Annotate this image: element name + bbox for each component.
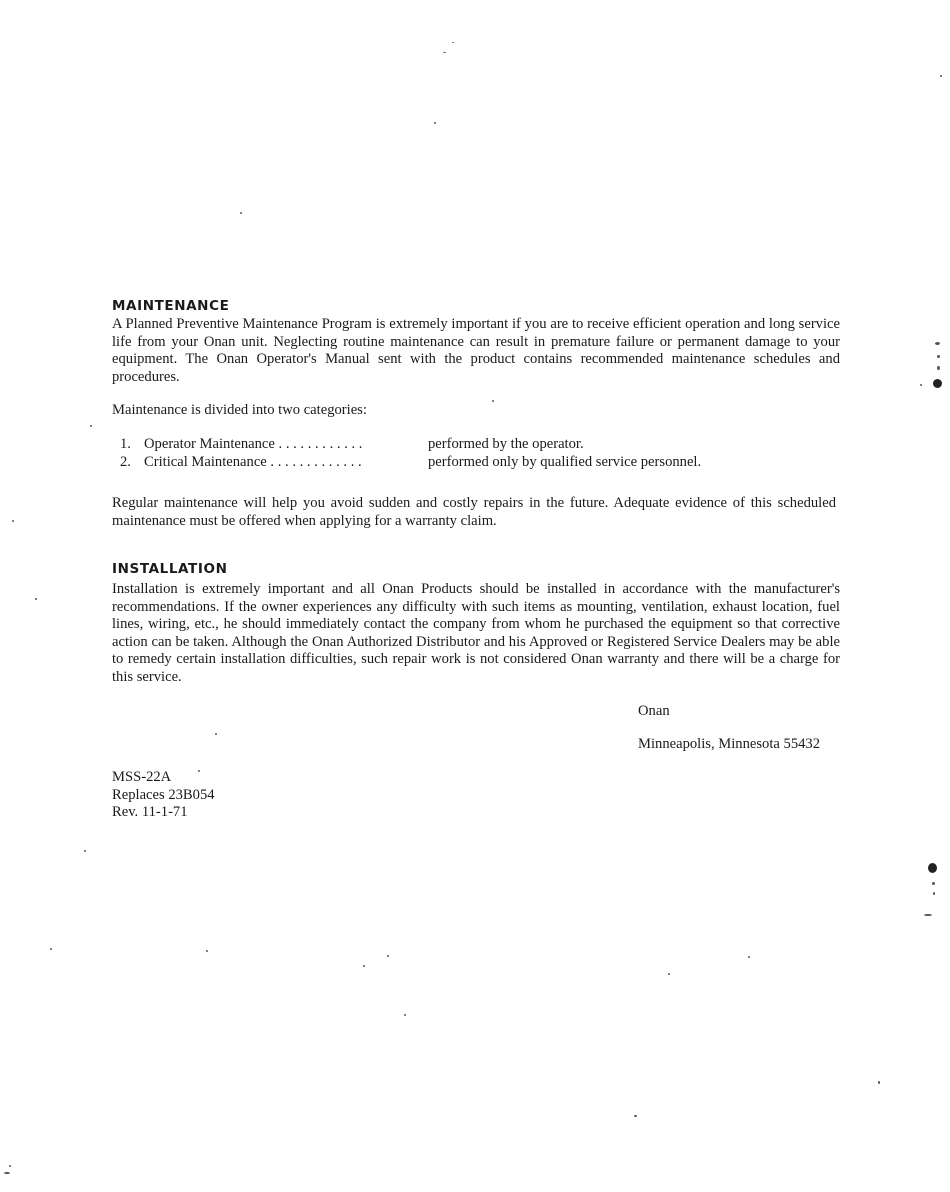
dot-leader: . . . . . . . . . . . . . [266, 453, 362, 470]
scan-speck [748, 956, 750, 958]
scan-speck [443, 52, 446, 53]
scan-speck [434, 122, 436, 124]
scan-speck [935, 342, 940, 345]
revision-date: Rev. 11-1-71 [112, 804, 188, 821]
scan-speck [928, 863, 937, 873]
scan-speck [932, 882, 935, 885]
scan-speck [937, 355, 940, 358]
scan-speck [198, 770, 200, 772]
form-number: MSS-22A [112, 769, 172, 785]
replaces-note: Replaces 23B054 [112, 786, 215, 803]
maintenance-intro-paragraph: A Planned Preventive Maintenance Program is extremely important if you are to receive efficient operation and long service life from your Onan unit. Neglecting routine maintenance can result in premature failure or permanent damage to your equipment. The Onan Operator's Manual sent with the product contains recommended maintenance schedules and procedures. [112, 316, 840, 385]
scan-speck [215, 733, 217, 735]
scan-speck [9, 1165, 11, 1167]
scan-speck [84, 850, 86, 852]
scan-speck [240, 212, 242, 214]
document-codes [112, 769, 215, 822]
categories-intro: Maintenance is divided into two categories: [112, 402, 367, 418]
scan-speck [12, 520, 14, 522]
list-item-name: Critical Maintenance . . . . . . . . . . . . . [144, 453, 362, 470]
list-item-description: performed by the operator. [428, 436, 584, 452]
maintenance-heading: MAINTENANCE [112, 298, 230, 314]
list-item-number: 2. [120, 453, 131, 470]
installation-heading: INSTALLATION [112, 561, 228, 577]
scan-speck [937, 366, 940, 370]
list-item-description: performed only by qualified service personnel. [428, 453, 702, 470]
maintenance-closing-paragraph: Regular maintenance will help you avoid sudden and costly repairs in the future. Adequate evidence of this scheduled maintenance must be offered when applying for a warranty claim. [112, 495, 836, 529]
scan-speck [4, 1172, 10, 1174]
list-item-number: 1. [120, 436, 131, 452]
company-address: Minneapolis, Minnesota 55432 [638, 736, 821, 752]
scan-speck [878, 1081, 880, 1084]
installation-paragraph: Installation is extremely important and all Onan Products should be installed in accordance with the manufacturer's recommendations. If the owner experiences any difficulty with such items as mounting, ventilation, exhaust location, fuel lines, wiring, etc., he should immediately contact the company from whom he purchased the equipment so that corrective action can be taken. Although the Onan Authorized Distributor and his Approved or Registered Service Dealers may be able to remedy certain installation difficulties, such repair work is not considered Onan warranty and there will be a charge for this service. [112, 581, 840, 685]
scan-speck [933, 379, 942, 388]
scan-speck [492, 400, 494, 402]
scan-speck [933, 892, 935, 895]
scan-speck [387, 955, 389, 957]
scan-speck [924, 914, 932, 916]
dot-leader: . . . . . . . . . . . . [274, 436, 363, 452]
company-name: Onan [638, 703, 670, 719]
scan-speck [363, 965, 365, 967]
scan-speck [90, 425, 92, 427]
scan-speck [920, 384, 922, 386]
list-item-name: Operator Maintenance . . . . . . . . . . . . [144, 436, 363, 452]
scan-speck [206, 950, 208, 952]
scan-speck [404, 1014, 406, 1016]
scan-speck [50, 948, 52, 950]
scan-speck [668, 973, 670, 975]
scan-speck [940, 75, 942, 77]
scan-speck [634, 1115, 637, 1117]
scan-speck [452, 42, 454, 43]
scan-speck [35, 598, 37, 600]
